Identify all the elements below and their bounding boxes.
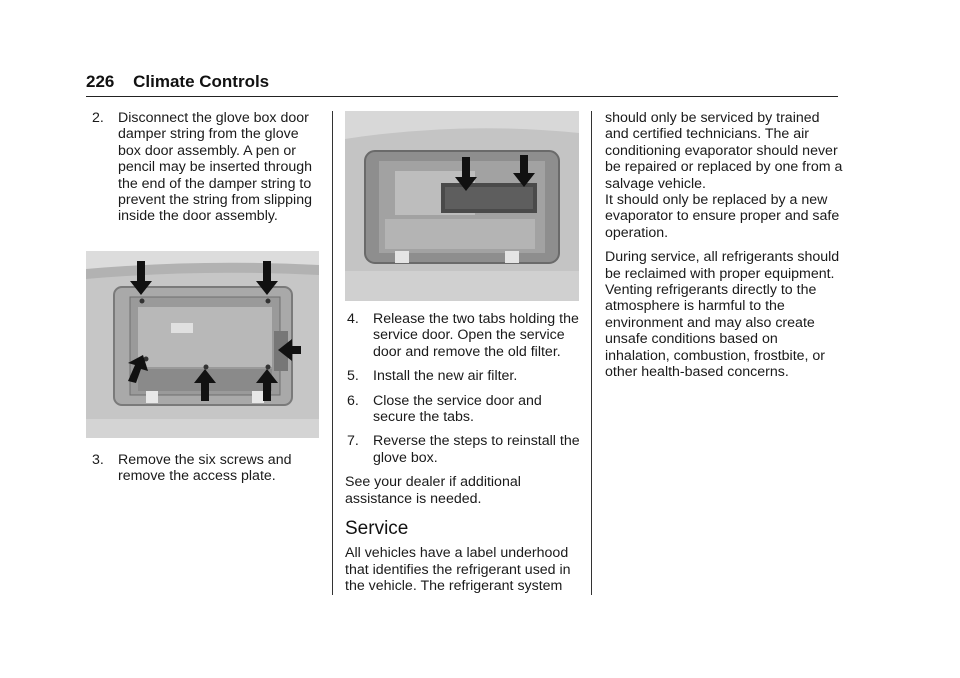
- service-continued-paragraph: should only be serviced by trained and certified technicians. The air conditioning evaporator should never be repaired or replaced by one from a salvage vehicle.: [605, 110, 843, 192]
- step-number: 4.: [347, 311, 359, 327]
- step-text: Remove the six screws and remove the access plate.: [118, 451, 292, 485]
- step-number: 2.: [92, 110, 104, 126]
- glove-box-photo: [86, 251, 319, 438]
- step-number: 6.: [347, 392, 359, 409]
- refrigerant-reclaim-paragraph: During service, all refrigerants should be reclaimed with proper equipment. Venting refrigerants directly to the atmosphere is harmful to the environment and may also create unsafe conditions based on inhalation, combustion, frostbite, or other health-based concerns.: [605, 249, 840, 381]
- step-number: 5.: [347, 368, 359, 385]
- section-title: Climate Controls: [133, 72, 270, 91]
- column-2: [345, 111, 581, 603]
- service-heading: Service: [345, 518, 409, 540]
- column-3: [605, 110, 845, 389]
- page-header: [86, 72, 269, 92]
- step-text: Disconnect the glove box door damper string from the glove box door assembly. A pen or pencil may be inserted through the end of the damper string to prevent the string from slipping inside the door assembly.: [118, 110, 313, 225]
- step-2: [90, 110, 322, 225]
- step-number: 3.: [92, 451, 104, 468]
- page-number: 226: [86, 72, 115, 91]
- column-divider-1: [332, 111, 333, 595]
- column-divider-2: [591, 111, 592, 595]
- glove-box-access-plate-figure: [86, 251, 319, 438]
- column-1: [90, 110, 322, 493]
- step-5: [345, 368, 581, 384]
- step-6: [345, 393, 581, 426]
- step-7: [345, 433, 581, 466]
- step-text: Close the service door and secure the tabs.: [373, 392, 542, 426]
- service-paragraph: All vehicles have a label underhood that identifies the refrigerant used in the vehicle. The refrigerant system: [345, 545, 571, 595]
- evaporator-replacement-paragraph: It should only be replaced by a new evaporator to ensure proper and safe operation.: [605, 192, 840, 241]
- service-door-photo: [345, 111, 579, 301]
- dealer-note: See your dealer if additional assistance is needed.: [345, 474, 521, 507]
- step-text: Install the new air filter.: [373, 368, 518, 385]
- header-rule: [86, 96, 838, 97]
- step-text: Release the two tabs holding the service door. Open the service door and remove the old filter.: [373, 311, 579, 360]
- step-3: [90, 452, 322, 485]
- step-text: Reverse the steps to reinstall the glove box.: [373, 433, 580, 466]
- service-door-figure: [345, 111, 579, 301]
- step-number: 7.: [347, 433, 359, 450]
- step-4: [345, 311, 581, 360]
